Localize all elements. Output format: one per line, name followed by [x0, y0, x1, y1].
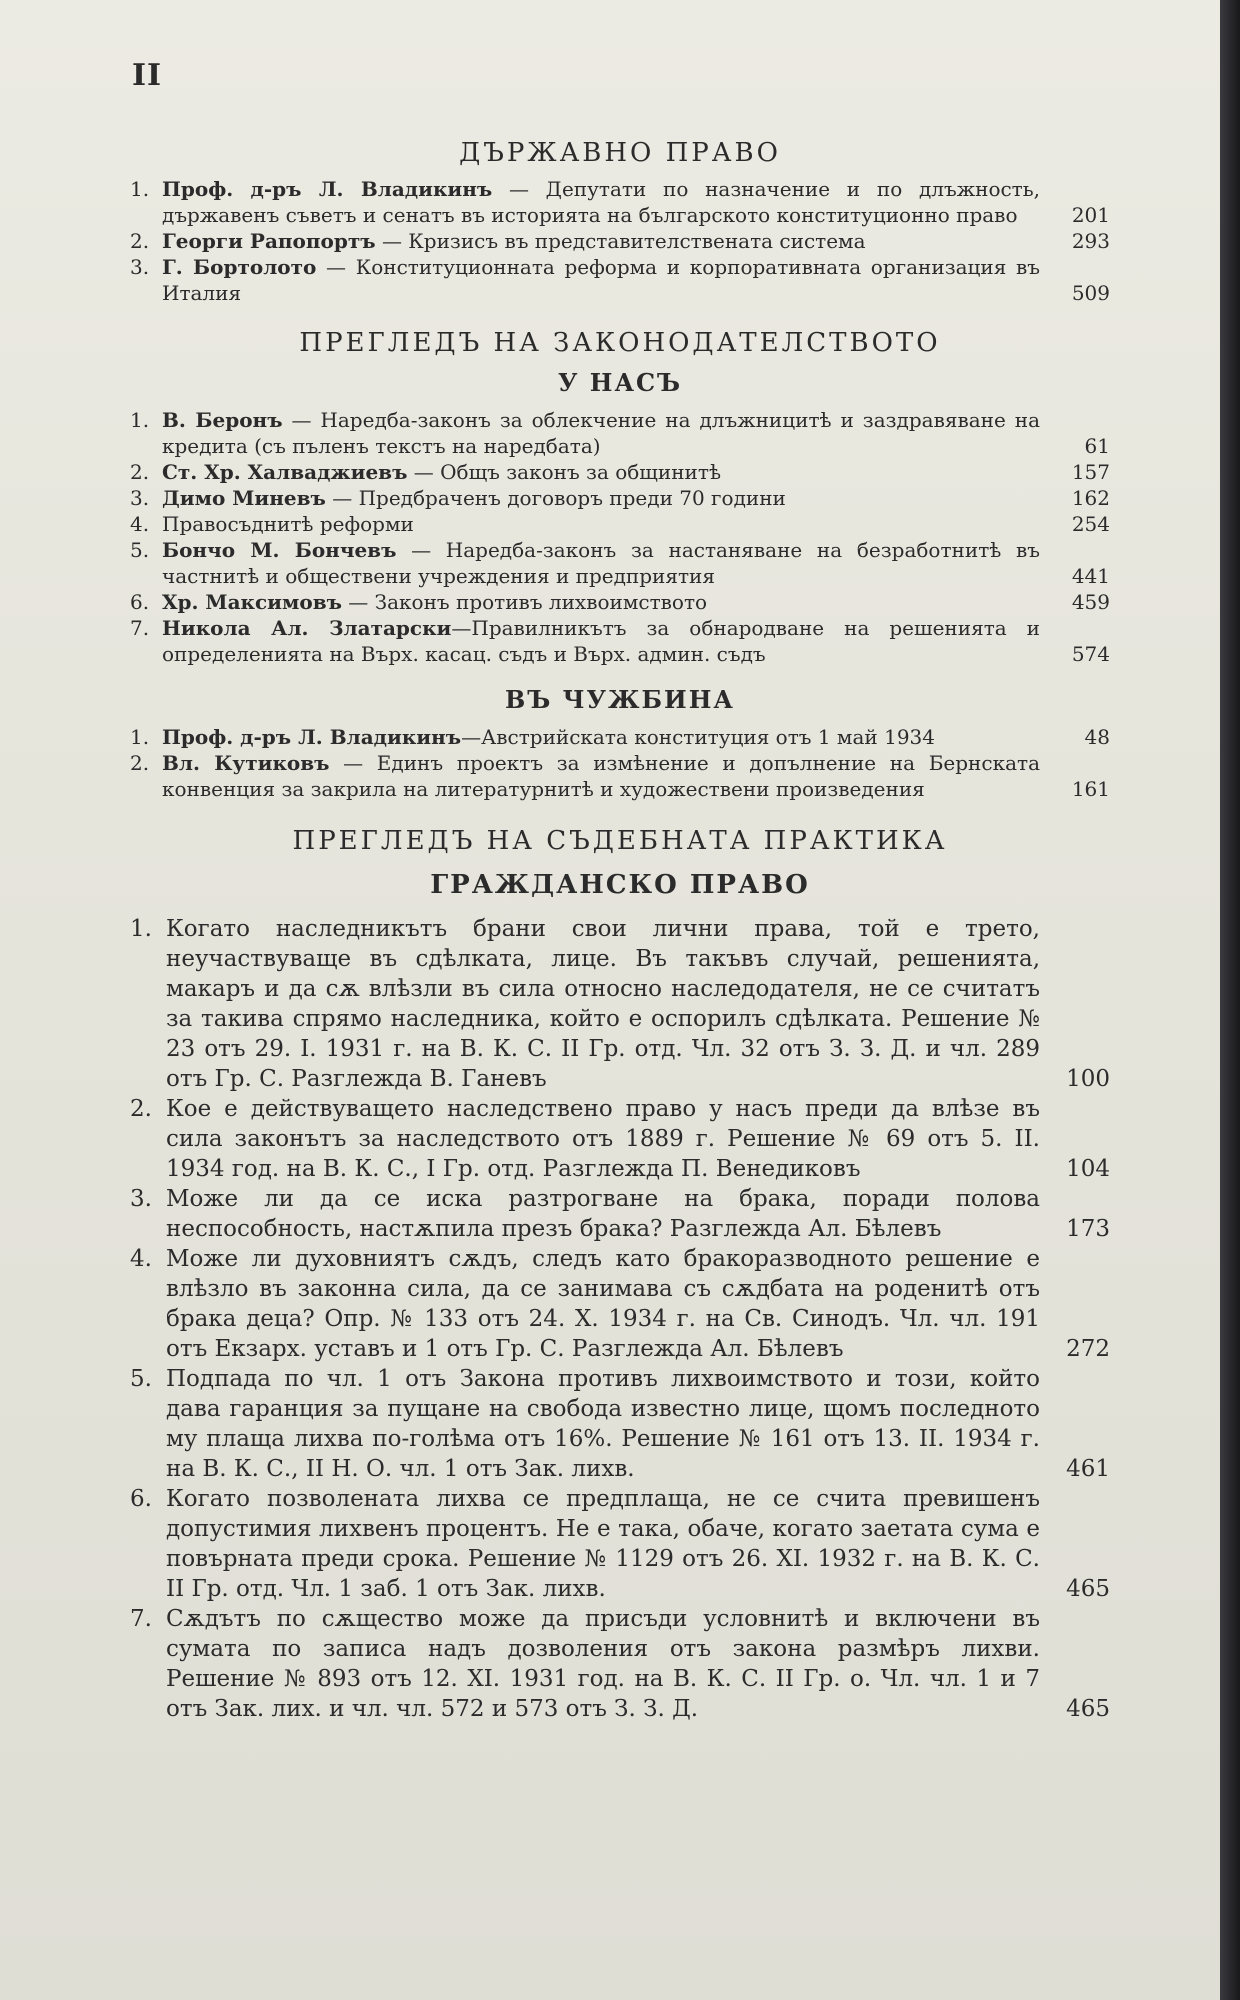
- entry-page: 574: [1071, 642, 1110, 666]
- list-item: [130, 1484, 1110, 1604]
- list-item: [130, 589, 1110, 615]
- entry-title: — Законъ противъ лихвоимството: [341, 590, 708, 614]
- subheading-abroad: ВЪ ЧУЖБИНА: [505, 685, 735, 714]
- entry-number: 5.: [130, 1366, 152, 1392]
- entry-page: 254: [1071, 512, 1110, 536]
- entry-number: 1.: [130, 177, 150, 201]
- entry-page: 509: [1071, 281, 1110, 305]
- entry-page: 461: [1066, 1456, 1110, 1482]
- entry-author: В. Беронъ: [162, 408, 283, 432]
- list-item: [130, 1364, 1110, 1484]
- practice-section: [130, 826, 1110, 1724]
- list-item: [130, 407, 1110, 459]
- entry-page: 465: [1066, 1696, 1110, 1722]
- entry-title: — Предбраченъ договоръ преди 70 години: [325, 486, 786, 510]
- entry-number: 4.: [130, 512, 150, 536]
- list-item: [130, 1094, 1110, 1184]
- list-item: [130, 914, 1110, 1094]
- list-item: [130, 485, 1110, 511]
- list-item: [130, 254, 1110, 306]
- entry-number: 1.: [130, 916, 152, 942]
- entry-title: — Общъ законъ за общинитѣ: [407, 460, 722, 484]
- entry-author: Г. Бортолото: [162, 255, 317, 279]
- entry-page: 465: [1066, 1576, 1110, 1602]
- entry-title: — Кризисъ въ представителствената система: [375, 229, 866, 253]
- entry-number: 7.: [130, 1606, 152, 1632]
- entry-page: 162: [1071, 486, 1110, 510]
- entry-page: 441: [1071, 564, 1110, 588]
- entry-author: Георги Рапопортъ: [162, 229, 376, 253]
- subheading-civil-law: ГРАЖДАНСКО ПРАВО: [430, 870, 810, 900]
- list-item: [130, 1184, 1110, 1244]
- entry-page: 161: [1071, 777, 1110, 801]
- entry-page: 48: [1084, 725, 1110, 749]
- section-heading-practice: ПРЕГЛЕДЪ НА СЪДЕБНАТА ПРАКТИКА: [292, 826, 948, 856]
- entry-page: 201: [1071, 203, 1110, 227]
- list-item: [130, 1244, 1110, 1364]
- entry-title: Кое е действуващето наследствено право у насъ преди да влѣзе въ сила законътъ за наследството отъ 1889 г. Решение № 69 отъ 5. II. 1934 год. на В. К. С., I Гр. отд. Разглежда П. Венедиковъ: [166, 1096, 1040, 1182]
- entry-title: Когато позволената лихва се предплаща, не се счита превишенъ допустимия лихвенъ процентъ. Не е така, обаче, когато заетата сума е повърната преди срока. Решение № 1129 отъ 26. XI. 1932 г. на В. К. С. II Гр. отд. Чл. 1 заб. 1 отъ Зак. лихв.: [166, 1486, 1040, 1602]
- entry-page: 100: [1066, 1066, 1110, 1092]
- entry-number: 3.: [130, 486, 150, 510]
- list-item: [130, 724, 1110, 750]
- entry-title: — Депутати по назначение и по длъжность, държавенъ съветъ и сенатъ въ историята на българското конституционно право: [162, 177, 1040, 227]
- entry-number: 4.: [130, 1246, 152, 1272]
- entry-title: Може ли духовниятъ сѫдъ, следъ като бракоразводното решение е влѣзло въ законна сила, да се занимава съ сѫдбата на роденитѣ отъ брака деца? Опр. № 133 отъ 24. X. 1934 г. на Св. Синодъ. Чл. чл. 191 отъ Екзарх. уставъ и 1 отъ Гр. С. Разглежда Ал. Бѣлевъ: [166, 1246, 1040, 1362]
- entry-title: Сѫдътъ по сѫщество може да присъди условнитѣ и включени въ сумата по записа надъ дозволения отъ закона размѣръ лихви. Решение № 893 отъ 12. XI. 1931 год. на В. К. С. II Гр. о. Чл. чл. 1 и 7 отъ Зак. лих. и чл. чл. 572 и 573 отъ З. З. Д.: [166, 1606, 1040, 1722]
- entry-author: Никола Ал. Златарски: [162, 616, 452, 640]
- entry-number: 1.: [130, 725, 150, 749]
- page-number: II: [132, 58, 163, 93]
- list-item: [130, 176, 1110, 228]
- entry-author: Ст. Хр. Халваджиевъ: [162, 460, 408, 484]
- section-heading-state-law: ДЪРЖАВНО ПРАВО: [459, 138, 781, 168]
- entry-number: 2.: [130, 751, 150, 775]
- entry-title: — Единъ проектъ за измѣнение и допълнение на Бернската конвенция за закрила на литературнитѣ и художествени произведения: [162, 751, 1040, 801]
- list-item: [130, 459, 1110, 485]
- entry-title: Подпада по чл. 1 отъ Закона противъ лихвоимството и този, който дава гаранция за пущане на свобода известно лице, щомъ последното му плаща лихва по-голѣма отъ 16%. Решение № 161 отъ 13. II. 1934 г. на В. К. С., II Н. О. чл. 1 отъ Зак. лихв.: [166, 1366, 1040, 1482]
- entry-number: 2.: [130, 229, 150, 253]
- entry-number: 2.: [130, 460, 150, 484]
- entry-page: 459: [1071, 590, 1110, 614]
- entry-title: Може ли да се иска разтрогване на брака, поради полова неспособность, настѫпила презъ брака? Разглежда Ал. Бѣлевъ: [166, 1186, 1040, 1242]
- entry-page: 157: [1071, 460, 1110, 484]
- entry-title: —Австрийската конституция отъ 1 май 1934: [461, 725, 935, 749]
- entry-author: Вл. Кутиковъ: [162, 751, 330, 775]
- entry-number: 6.: [130, 1486, 152, 1512]
- entry-page: 272: [1066, 1336, 1110, 1362]
- list-item: [130, 228, 1110, 254]
- list-item: [130, 537, 1110, 589]
- list-item: [130, 615, 1110, 667]
- book-binding-edge: [1220, 0, 1240, 2000]
- entry-page: 104: [1066, 1156, 1110, 1182]
- entry-title: Когато наследникътъ брани свои лични права, той е трето, неучаствуваще въ сдѣлката, лице. Въ такъвъ случай, решенията, макаръ и да сѫ влѣзли въ сила относно наследодателя, не се считатъ за такива спрямо наследника, който е оспорилъ сдѣлката. Решение № 23 отъ 29. I. 1931 г. на В. К. С. II Гр. отд. Чл. 32 отъ З. З. Д. и чл. 289 отъ Гр. С. Разглежда В. Ганевъ: [166, 916, 1040, 1092]
- entry-number: 7.: [130, 616, 150, 640]
- entry-author: Хр. Максимовъ: [162, 590, 342, 614]
- entry-author: Проф. д-ръ Л. Владикинъ: [162, 725, 462, 749]
- entry-number: 3.: [130, 1186, 152, 1212]
- entry-title: — Конституционната реформа и корпоративната организация въ Италия: [162, 255, 1040, 305]
- legislation-section: [130, 328, 1110, 802]
- entry-number: 6.: [130, 590, 150, 614]
- entry-page: 61: [1084, 434, 1110, 458]
- entry-number: 2.: [130, 1096, 152, 1122]
- entry-page: 173: [1066, 1216, 1110, 1242]
- entry-author: Димо Миневъ: [162, 486, 326, 510]
- table-of-contents: [130, 50, 1110, 1724]
- subheading-home: У НАСЪ: [557, 368, 683, 397]
- entry-title: — Наредба-законъ за настаняване на безработнитѣ въ частнитѣ и обществени учреждения и предприятия: [162, 538, 1040, 588]
- entry-number: 1.: [130, 408, 150, 432]
- entry-number: 5.: [130, 538, 150, 562]
- entry-page: 293: [1071, 229, 1110, 253]
- entry-title: —Правилникътъ за обнародване на решенията и определенията на Върх. касац. съдъ и Върх. админ. съдъ: [162, 616, 1040, 666]
- list-item: [130, 750, 1110, 802]
- state-law-section: [130, 138, 1110, 306]
- section-heading-legislation: ПРЕГЛЕДЪ НА ЗАКОНОДАТЕЛСТВОТО: [299, 328, 941, 358]
- list-item: [130, 511, 1110, 537]
- entry-author: Проф. д-ръ Л. Владикинъ: [162, 177, 493, 201]
- entry-title: Правосъднитѣ реформи: [162, 512, 414, 536]
- list-item: [130, 1604, 1110, 1724]
- entry-number: 3.: [130, 255, 150, 279]
- entry-author: Бончо М. Бончевъ: [162, 538, 397, 562]
- entry-title: — Наредба-законъ за облекчение на длъжницитѣ и заздравяване на кредита (съ пъленъ текстъ на наредбата): [162, 408, 1040, 458]
